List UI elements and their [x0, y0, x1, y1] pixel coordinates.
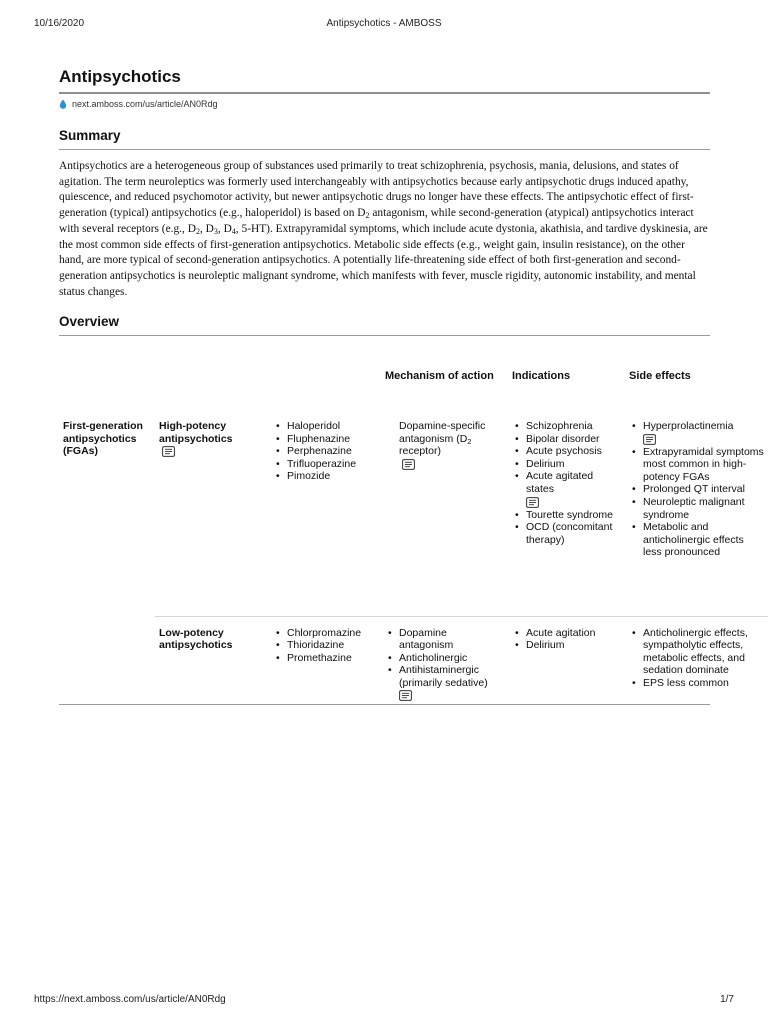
- indications-cell: [508, 392, 625, 616]
- page-number: 1/7: [720, 994, 734, 1005]
- source-link[interactable]: next.amboss.com/us/article/AN0Rdg: [72, 99, 218, 109]
- indications-cell: [508, 616, 625, 706]
- list-item: • Pimozide: [273, 470, 377, 483]
- list-item: • Tourette syndrome: [512, 509, 621, 522]
- page-title: Antipsychotics: [59, 66, 710, 94]
- side-effect-list: [629, 420, 764, 559]
- list-item: • Delirium: [512, 639, 621, 652]
- list-item: • Acute psychosis: [512, 445, 621, 458]
- print-footer: [34, 994, 734, 1006]
- indication-list: [512, 627, 621, 652]
- print-url: https://next.amboss.com/us/article/AN0Rdg: [34, 994, 226, 1005]
- list-item: • Haloperidol: [273, 420, 377, 433]
- list-item: • Neuroleptic malignant syndrome: [629, 496, 764, 521]
- class-cell: [155, 392, 269, 616]
- table-header-row: [59, 360, 768, 392]
- print-header: [34, 18, 734, 30]
- summary-paragraph: Antipsychotics are a heterogeneous group of substances used primarily to treat schizophrenia, psychosis, mania, delusions, and states of agitation. The term neuroleptics was formerly used interchangeably with antipsychotics because early antipsychotic drugs induced apathy, quiescence, and reduced psychomotor activity, but newer antipsychotic drugs no longer have these effects. The antipsychotic effect of first-generation (typical) antipsychotics (e.g., haloperidol) is based on $D_2$ antagonism, while second-generation (atypical) antipsychotics interact with several receptors (e.g., $D_2$, $D_3$, $D_4$, 5-HT). Extrapyramidal symptoms, which include acute dystonia, akathisia, and tardive dyskinesia, are the most common side effects of first-generation antipsychotics. Metabolic side effects (e.g., weight gain, insulin resistance), on the other hand, are more typical of second-generation antipsychotics. A potentially life-threatening side effect of both first-generation and second-generation antipsychotics is neuroleptic malignant syndrome, which manifests with fever, muscle rigidity, autonomic instability, and mental status changes.: [59, 160, 708, 298]
- side-effects-cell: [625, 392, 768, 616]
- column-header: [155, 360, 269, 392]
- mechanism-cell: [381, 392, 508, 616]
- list-item: • Extrapyramidal symptoms most common in high-potency FGAs: [629, 446, 764, 484]
- list-item: • Trifluoperazine: [273, 458, 377, 471]
- list-item: • Anticholinergic: [385, 652, 504, 665]
- note-icon[interactable]: [162, 446, 175, 457]
- list-item: • Metabolic and anticholinergic effects less pronounced: [629, 521, 764, 559]
- class-label: Low-potency antipsychotics: [159, 626, 233, 652]
- list-item: • Acute agitated states: [512, 470, 621, 507]
- list-item: • OCD (concomitant therapy): [512, 521, 621, 546]
- list-item: • Delirium: [512, 458, 621, 471]
- table-row-high-potency: [59, 392, 768, 616]
- indication-list: [512, 420, 621, 546]
- list-item: • Chlorpromazine: [273, 627, 377, 640]
- drugs-cell: [269, 616, 381, 706]
- source-link-row[interactable]: [59, 98, 710, 110]
- list-item: • Acute agitation: [512, 627, 621, 640]
- droplet-icon: [59, 99, 67, 109]
- note-icon[interactable]: [643, 434, 656, 445]
- list-item: • Fluphenazine: [273, 433, 377, 446]
- list-item: • Anticholinergic effects, sympatholytic effects, metabolic effects, and sedation dominate: [629, 627, 764, 677]
- group-label-fgas: First-generation antipsychotics (FGAs): [63, 420, 143, 458]
- print-date: 10/16/2020: [34, 18, 85, 29]
- column-header: [59, 360, 155, 392]
- drugs-cell: [269, 392, 381, 616]
- summary-heading: Summary: [59, 127, 710, 150]
- drug-list: [273, 627, 377, 665]
- list-item: • Hyperprolactinemia: [629, 420, 764, 445]
- list-item: • Bipolar disorder: [512, 433, 621, 446]
- class-cell: [155, 616, 269, 706]
- table-bottom-rule: [59, 704, 710, 705]
- note-icon[interactable]: [526, 497, 539, 508]
- column-header-mechanism: Mechanism of action: [385, 369, 494, 382]
- mechanism-text: Dopamine-specific antagonism ($D_2$ receptor): [399, 420, 486, 458]
- list-item: • Thioridazine: [273, 639, 377, 652]
- column-header: [269, 360, 381, 392]
- list-item: • Antihistaminergic (primarily sedative): [385, 664, 504, 701]
- print-title: Antipsychotics - AMBOSS: [326, 18, 442, 29]
- list-item: • Promethazine: [273, 652, 377, 665]
- note-icon[interactable]: [399, 690, 412, 701]
- mechanism-list: [385, 627, 504, 702]
- list-item: • Dopamine antagonism: [385, 627, 504, 652]
- note-icon[interactable]: [402, 459, 415, 470]
- list-item: • EPS less common: [629, 677, 764, 690]
- side-effects-cell: [625, 616, 768, 706]
- article: [59, 66, 710, 336]
- overview-table-wrap: [59, 360, 768, 706]
- side-effect-list: [629, 627, 764, 690]
- list-item: • Prolonged QT interval: [629, 483, 764, 496]
- list-item: • Schizophrenia: [512, 420, 621, 433]
- table-row-low-potency: [59, 616, 768, 706]
- class-label: High-potency antipsychotics: [159, 420, 233, 445]
- mechanism-cell: [381, 616, 508, 706]
- column-header-side-effects: Side effects: [629, 369, 691, 382]
- column-header-indications: Indications: [512, 369, 571, 382]
- drug-list: [273, 420, 377, 483]
- overview-heading: Overview: [59, 313, 710, 336]
- list-item: • Perphenazine: [273, 445, 377, 458]
- overview-table: [59, 360, 768, 706]
